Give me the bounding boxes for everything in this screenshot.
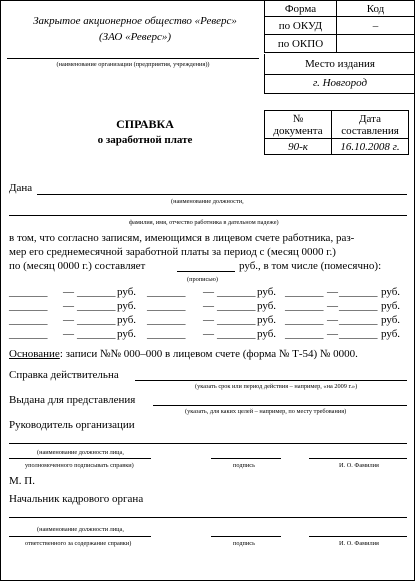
doc-number-table: [264, 110, 409, 155]
issued-line: [153, 405, 407, 406]
para-line1: в том, что согласно записям, имеющимся в лицевом счете работника, раз-: [9, 232, 355, 244]
org-name-underline: [7, 58, 259, 59]
place-box: [264, 54, 415, 94]
monthly-row: _______ — _______ руб. _______ — _______ руб. _______ — _______ руб.: [9, 300, 401, 312]
hr-sign-line: [211, 536, 281, 537]
place-value: г. Новгород: [312, 77, 368, 89]
valid-line: [135, 380, 407, 381]
head-position-line2: [9, 458, 151, 459]
given-label: Дана: [9, 182, 33, 194]
basis-text: : записи №№ 000–000 в лицевом счете (форма № Т-54) № 0000.: [59, 348, 358, 360]
hr-position-caption2: ответственного за содержание справки): [25, 540, 132, 547]
hr-fio-line: [309, 536, 407, 537]
head-sign-caption: подпись: [233, 462, 255, 469]
basis-line: [9, 348, 358, 360]
doc-number-value: 90-к: [265, 139, 332, 155]
head-position-line: [9, 443, 407, 444]
codes-col-code: Код: [337, 1, 415, 17]
head-sign-line: [211, 458, 281, 459]
para-line3a: по (месяц 0000 г.) составляет: [9, 260, 146, 272]
doc-date-header: Дата составления: [332, 111, 409, 139]
stamp-mark: М. П.: [9, 475, 35, 487]
valid-label: Справка действительна: [9, 369, 119, 381]
org-name-line1: Закрытое акционерное общество «Реверс»: [33, 15, 237, 27]
hr-position-line: [9, 517, 407, 518]
issued-caption: (указать, для каких целей – например, по месту требования): [185, 408, 347, 415]
monthly-row: _______ — _______ руб. _______ — _______ руб. _______ — _______ руб.: [9, 286, 401, 298]
place-label: Место издания: [305, 58, 375, 70]
monthly-row: _______ — _______ руб. _______ — _______ руб. _______ — _______ руб.: [9, 314, 401, 326]
hr-label: Начальник кадрового органа: [9, 493, 144, 505]
hr-position-line2: [9, 536, 151, 537]
org-name-caption: (наименование организации (предприятия, учреждения)): [56, 61, 210, 68]
doc-date-value: 16.10.2008 г.: [332, 139, 409, 155]
monthly-row: _______ — _______ руб. _______ — _______ руб. _______ — _______ руб.: [9, 328, 401, 340]
basis-label: Основание: [9, 348, 60, 360]
codes-table: [264, 0, 415, 53]
doc-number-header: № документа: [265, 111, 332, 139]
okud-value: –: [337, 17, 415, 35]
hr-fio-caption: И. О. Фамилия: [339, 540, 379, 547]
okpo-label: по ОКПО: [265, 35, 337, 53]
para-line3b: руб., в том числе (помесячно):: [239, 260, 382, 272]
issued-label: Выдана для представления: [9, 394, 136, 406]
head-fio-line: [309, 458, 407, 459]
doc-title: СПРАВКА: [116, 117, 174, 131]
okpo-value: [337, 35, 415, 53]
given-line: [37, 194, 407, 195]
hr-sign-caption: подпись: [233, 540, 255, 547]
org-name-line2: (ЗАО «Реверс»): [98, 31, 171, 43]
valid-caption: (указать срок или период действия – например, «на 2009 г.»): [195, 383, 358, 390]
name-line: [9, 215, 407, 216]
head-position-caption1: (наименование должности лица,: [37, 449, 124, 456]
para-line2: мер его среднемесячной заработной платы за период с (месяц 0000 г.): [9, 246, 336, 258]
head-label: Руководитель организации: [9, 419, 135, 431]
name-caption: фамилия, имя, отчество работника в дательном падеже): [129, 219, 279, 226]
words-caption: (прописью): [187, 276, 218, 283]
head-position-caption2: уполномоченного подписывать справки): [25, 462, 134, 469]
doc-subtitle: о заработной плате: [97, 134, 193, 146]
codes-col-form: Форма: [265, 1, 337, 17]
amount-line: [177, 271, 235, 272]
okud-label: по ОКУД: [265, 17, 337, 35]
hr-position-caption1: (наименование должности лица,: [37, 526, 124, 533]
head-fio-caption: И. О. Фамилия: [339, 462, 379, 469]
position-caption: (наименование должности,: [171, 198, 244, 205]
